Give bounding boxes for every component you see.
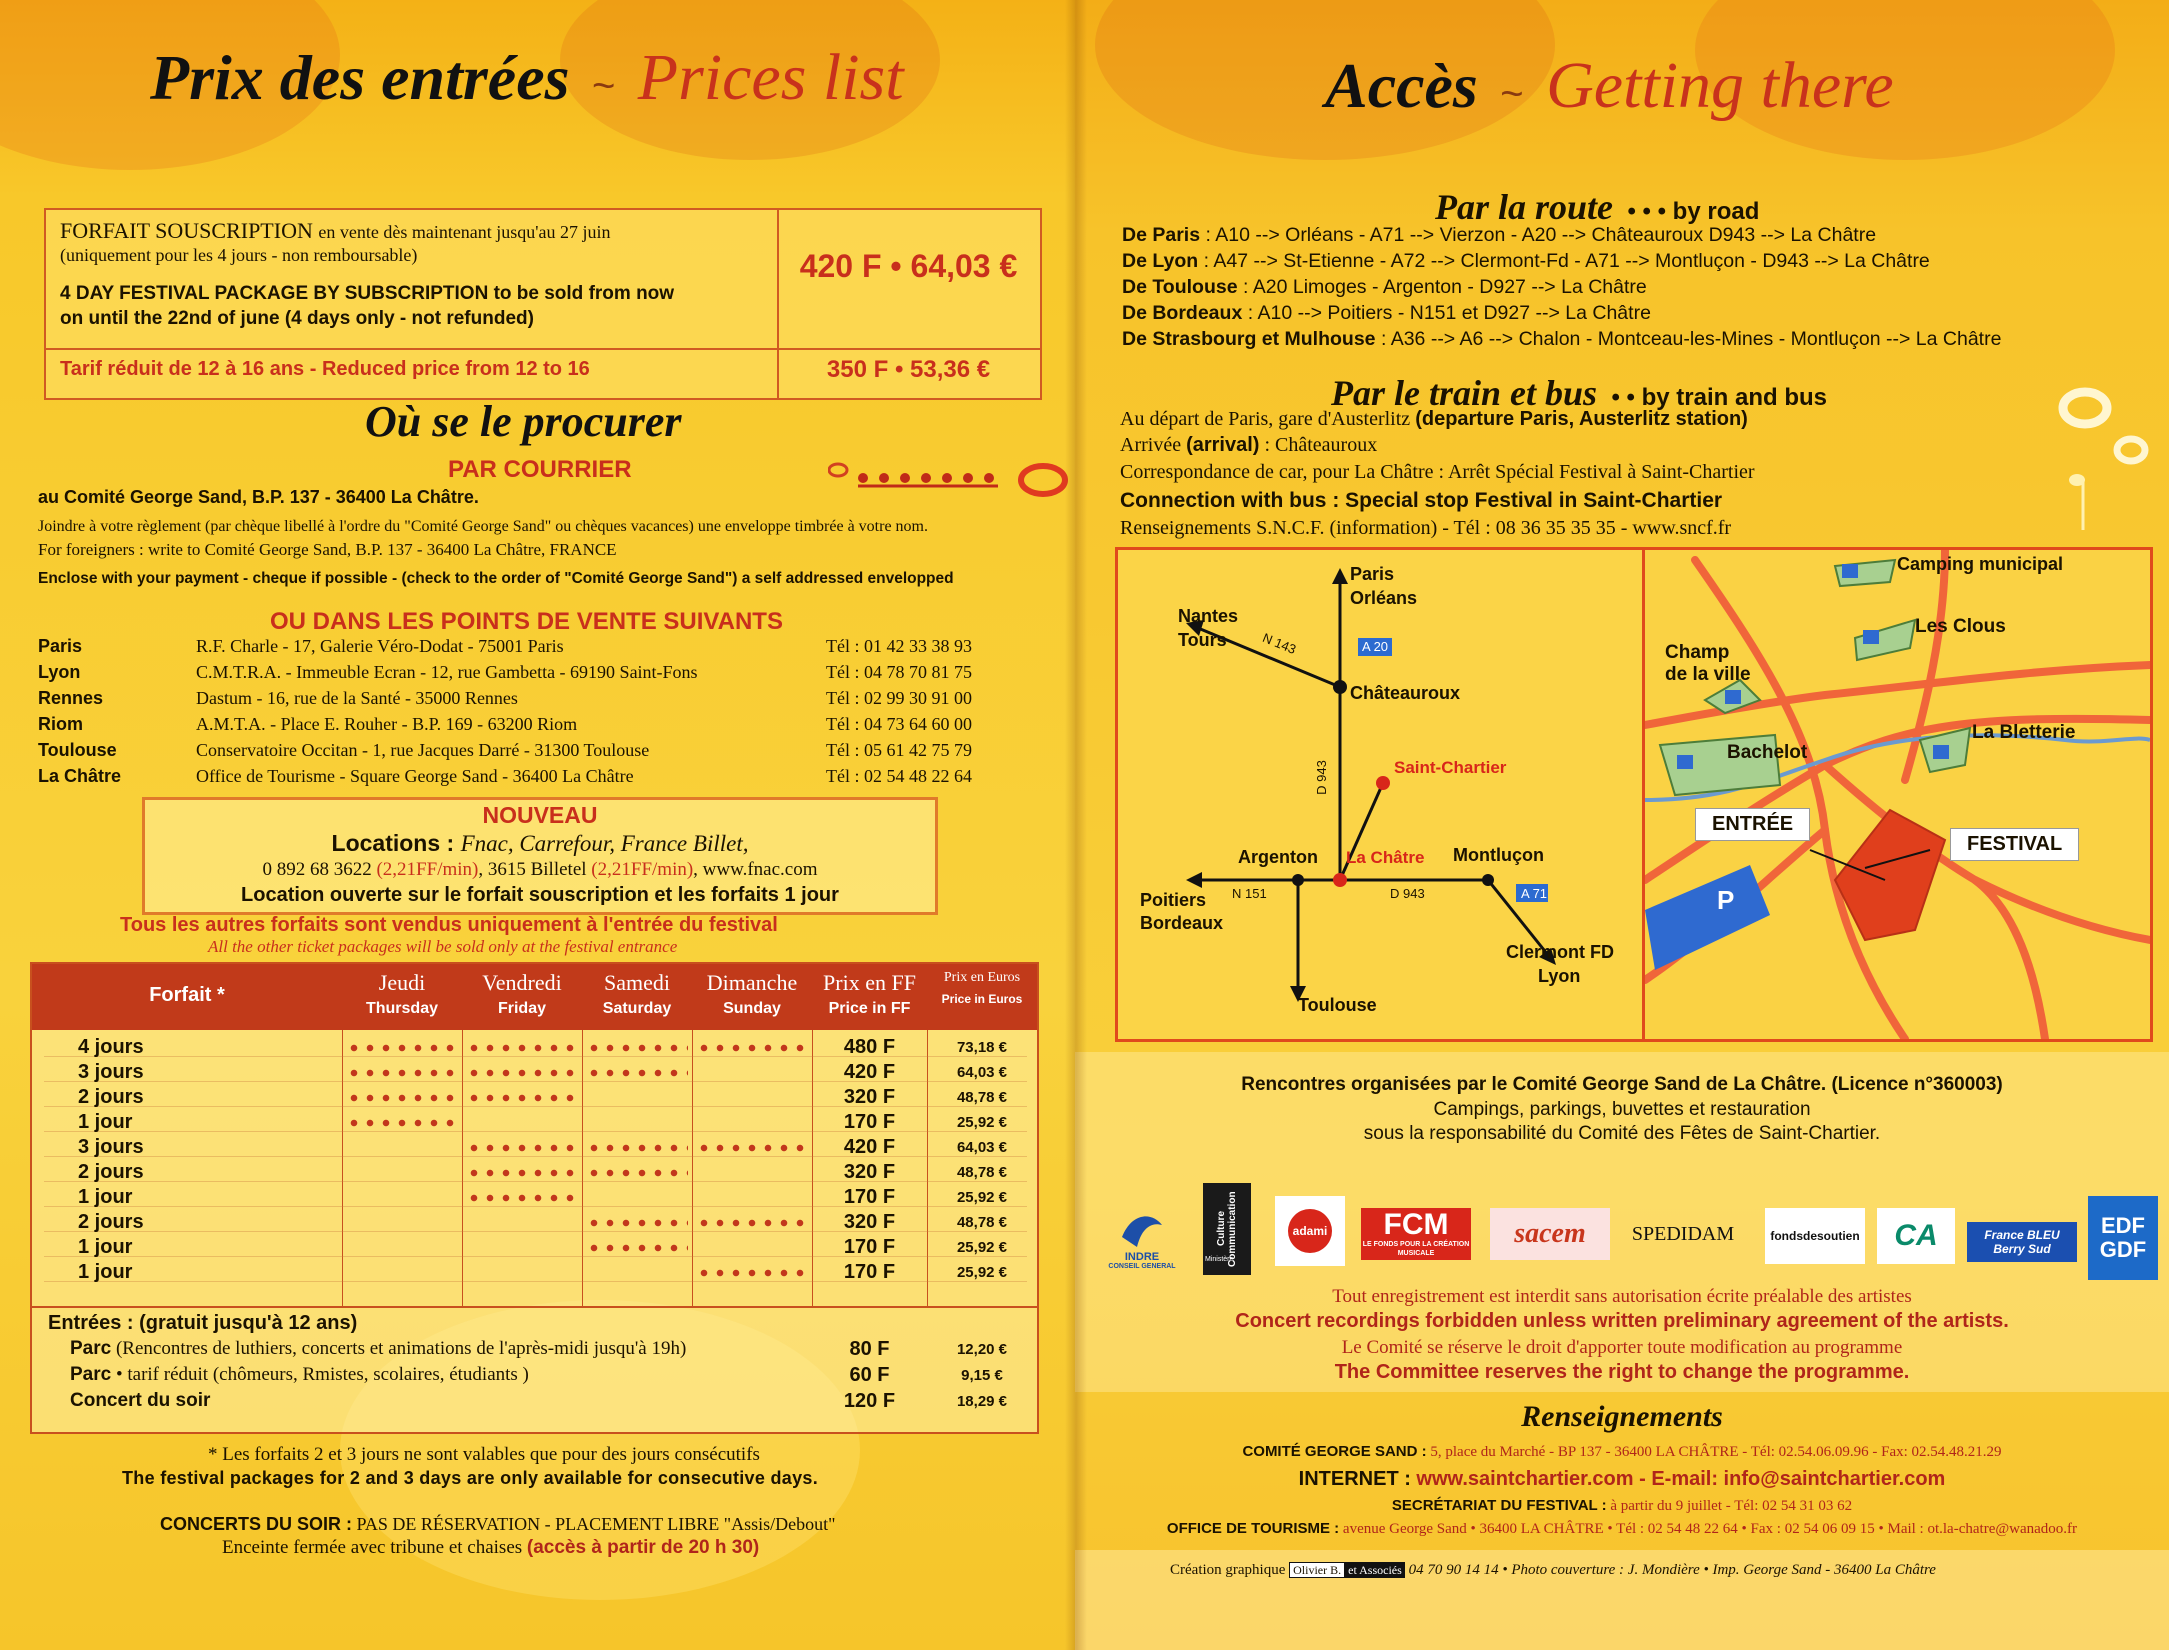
site-bachelot: Bachelot xyxy=(1727,742,1808,763)
footnote-fr: * Les forfaits 2 et 3 jours ne sont valables que pour des jours consécutifs xyxy=(208,1444,760,1465)
train-line3: Correspondance de car, pour La Châtre : Arrêt Spécial Festival à Saint-Chartier xyxy=(1120,461,1755,483)
map-d943-horizontal: D 943 xyxy=(1390,886,1425,901)
title-separator: ~ xyxy=(1500,72,1524,116)
map-la-chatre: La Châtre xyxy=(1346,848,1425,867)
day-dots xyxy=(346,1094,458,1102)
info-text: www.saintchartier.com - E-mail: info@saintchartier.com xyxy=(1410,1468,1946,1490)
point-address: Dastum - 16, rue de la Santé - 35000 Rennes xyxy=(196,688,518,708)
map-argenton: Argenton xyxy=(1238,847,1318,867)
header-0-fr: Forfait * xyxy=(149,984,225,1006)
page-fold xyxy=(1065,0,1087,1650)
info-label: COMITÉ GEORGE SAND : xyxy=(1242,1443,1427,1460)
road-from: De Toulouse xyxy=(1122,276,1238,298)
row-label: 2 jours xyxy=(78,1211,144,1233)
nouveau-web: , www.fnac.com xyxy=(693,859,818,880)
road-from: De Lyon xyxy=(1122,250,1199,272)
row-label: 3 jours xyxy=(78,1061,144,1083)
road-line xyxy=(1122,276,1647,299)
point-city: Toulouse xyxy=(38,740,117,760)
decor-music xyxy=(2045,380,2155,545)
road-from: De Strasbourg et Mulhouse xyxy=(1122,328,1376,350)
entry-detail: • tarif réduit (chômeurs, Rmistes, scolaires, étudiants ) xyxy=(111,1364,529,1385)
day-dots xyxy=(586,1069,688,1077)
row-price-eur: 48,78 € xyxy=(956,1214,1008,1231)
point-phone: Tél : 02 54 48 22 64 xyxy=(826,766,972,786)
day-dots xyxy=(586,1169,688,1177)
nouveau-note: Location ouverte sur le forfait souscription et les forfaits 1 jour xyxy=(241,884,839,906)
left-page xyxy=(0,0,1075,1650)
decor-notes xyxy=(828,458,1068,505)
road-en: • • • by road xyxy=(1627,198,1760,225)
header-6-fr: Prix en Euros xyxy=(943,970,1021,985)
point-phone: Tél : 05 61 42 75 79 xyxy=(826,740,972,760)
header-6-en: Price in Euros xyxy=(941,992,1023,1006)
price-table xyxy=(30,962,1039,1434)
sponsor-edf-logo xyxy=(2088,1196,2158,1280)
point-phone: Tél : 01 42 33 38 93 xyxy=(826,636,972,656)
concerts-access: (accès à partir de 20 h 30) xyxy=(526,1537,760,1558)
day-dots xyxy=(696,1144,808,1152)
header-3-fr: Samedi xyxy=(604,970,670,995)
entries-title: Entrées : (gratuit jusqu'à 12 ans) xyxy=(48,1312,358,1334)
day-dots xyxy=(586,1044,688,1052)
right-page xyxy=(1075,0,2169,1650)
map-montlucon: Montluçon xyxy=(1453,845,1544,865)
sponsor-spedidam: SPEDIDAM xyxy=(1631,1222,1735,1245)
sponsor-ca-logo xyxy=(1877,1208,1955,1264)
subscription-title-note: en vente dès maintenant jusqu'au 27 juin xyxy=(318,222,611,242)
map-chateauroux: Châteauroux xyxy=(1350,683,1461,703)
point-phone: Tél : 04 78 70 81 75 xyxy=(826,662,972,682)
others-en: All the other ticket packages will be sold only at the festival entrance xyxy=(208,937,678,956)
point-address: A.M.T.A. - Place E. Rouher - B.P. 169 - 63200 Riom xyxy=(196,714,578,734)
header-4-fr: Dimanche xyxy=(706,970,798,995)
road-route: : A10 --> Orléans - A71 --> Vierzon - A20 --> Châteauroux D943 --> La Châtre xyxy=(1200,224,1877,246)
day-dots xyxy=(466,1094,578,1102)
road-from: De Bordeaux xyxy=(1122,302,1243,324)
row-label: 4 jours xyxy=(78,1036,144,1058)
row-label: 1 jour xyxy=(78,1261,133,1283)
warn-line4: The Committee reserves the right to change the programme. xyxy=(1334,1361,1910,1383)
row-label: 2 jours xyxy=(78,1161,144,1183)
header-4-en: Sunday xyxy=(723,1000,781,1017)
site-champ-2: de la ville xyxy=(1665,664,1751,685)
column-divider xyxy=(692,1030,693,1306)
point-city: Rennes xyxy=(38,688,104,708)
road-route: : A47 --> St-Etienne - A72 --> Clermont-Fd - A71 --> Montluçon - D943 --> La Châtre xyxy=(1198,250,1930,272)
org-line3: sous la responsabilité du Comité des Fêtes de Saint-Chartier. xyxy=(1363,1123,1881,1144)
sponsor-sacem: sacem xyxy=(1514,1218,1586,1249)
info-line xyxy=(1075,1497,2169,1515)
footnote-en: The festival packages for 2 and 3 days are only available for consecutive days. xyxy=(122,1468,818,1488)
reduced-price: 350 F • 53,36 € xyxy=(826,356,991,383)
entry-price-ff: 80 F xyxy=(849,1338,890,1360)
map-a20: A 20 xyxy=(1362,639,1389,654)
row-price-eur: 73,18 € xyxy=(956,1039,1008,1056)
road-line xyxy=(1122,224,1876,247)
site-parking: P xyxy=(1717,885,1735,915)
title-en: Getting there xyxy=(1546,49,1894,122)
map-orleans: Orléans xyxy=(1350,588,1418,608)
page-title xyxy=(1325,48,1894,124)
row-price-ff: 320 F xyxy=(843,1161,896,1183)
nouveau-loc: Fnac, Carrefour, France Billet, xyxy=(460,831,749,856)
map-paris: Paris xyxy=(1350,564,1395,584)
header-2-en: Friday xyxy=(497,1000,546,1017)
info-text: à partir du 9 juillet - Tél: 02 54 31 03 62 xyxy=(1606,1498,1853,1514)
title-en: Prices list xyxy=(637,41,904,114)
day-dots xyxy=(466,1169,578,1177)
divider xyxy=(46,348,1040,350)
sponsor-spedidam-logo xyxy=(1623,1208,1743,1260)
point-phone: Tél : 02 99 30 91 00 xyxy=(826,688,972,708)
route-map xyxy=(1115,547,1661,1042)
subscription-en-1: 4 DAY FESTIVAL PACKAGE BY SUBSCRIPTION to be sold from now xyxy=(60,283,675,304)
row-price-eur: 25,92 € xyxy=(956,1264,1008,1281)
title-fr: Prix des entrées xyxy=(150,42,570,113)
site-camping: Camping municipal xyxy=(1897,554,2064,574)
map-bordeaux: Bordeaux xyxy=(1140,913,1224,933)
train-l2b: (arrival) xyxy=(1186,434,1260,456)
header-5-en: Price in FF xyxy=(828,1000,911,1017)
train-line2 xyxy=(1120,434,1377,457)
sponsor-fonds-logo xyxy=(1765,1208,1865,1264)
day-dots xyxy=(586,1144,688,1152)
point-address: C.M.T.R.A. - Immeuble Ecran - 12, rue Gambetta - 69190 Saint-Fons xyxy=(196,662,698,682)
train-en: • • by train and bus xyxy=(1611,384,1827,411)
org-line2: Campings, parkings, buvettes et restauration xyxy=(1433,1099,1811,1120)
road-from: De Paris xyxy=(1122,224,1201,246)
warn-line1: Tout enregistrement est interdit sans autorisation écrite préalable des artistes xyxy=(1332,1286,1912,1307)
road-line xyxy=(1122,250,1930,273)
map-nantes: Nantes xyxy=(1178,606,1239,626)
train-l1: Au départ de Paris, gare d'Austerlitz xyxy=(1120,408,1416,430)
point-city: Lyon xyxy=(38,662,81,682)
map-a71: A 71 xyxy=(1521,886,1548,901)
site-clous: Les Clous xyxy=(1915,616,2006,637)
sponsor-indre-logo xyxy=(1107,1200,1177,1276)
warn-line2: Concert recordings forbidden unless written preliminary agreement of the artists. xyxy=(1235,1310,2009,1332)
credits-box2: et Associés xyxy=(1345,1562,1405,1578)
road-line xyxy=(1122,328,2001,351)
row-label: 3 jours xyxy=(78,1136,144,1158)
row-price-ff: 320 F xyxy=(843,1086,896,1108)
row-label: 1 jour xyxy=(78,1236,133,1258)
sponsor-ministere-sub: Ministère xyxy=(1205,1256,1234,1263)
train-line1 xyxy=(1120,408,1748,431)
row-label: 1 jour xyxy=(78,1111,133,1133)
credits-left: Création graphique xyxy=(1170,1562,1290,1578)
road-route: : A10 --> Poitiers - N151 et D927 --> La Châtre xyxy=(1242,302,1651,324)
site-festival: FESTIVAL xyxy=(1950,828,2079,861)
train-l2c: : Châteauroux xyxy=(1259,434,1378,456)
day-dots xyxy=(586,1244,688,1252)
nouveau-locations xyxy=(145,830,935,857)
subscription-title: FORFAIT SOUSCRIPTION xyxy=(60,218,313,243)
courrier-title: PAR COURRIER xyxy=(448,456,632,483)
entry-label: Parc xyxy=(70,1338,112,1359)
road-title-line xyxy=(1435,186,1759,228)
nouveau-loc-label: Locations : xyxy=(331,830,461,856)
point-city: Riom xyxy=(38,714,83,734)
train-title: Par le train et bus xyxy=(1331,373,1598,413)
row-label: 2 jours xyxy=(78,1086,144,1108)
day-dots xyxy=(466,1069,578,1077)
where-title: Où se le procurer xyxy=(365,397,682,446)
day-dots xyxy=(696,1219,808,1227)
site-entree: ENTRÉE xyxy=(1695,808,1810,841)
page-title xyxy=(150,40,904,116)
entry-price-ff: 120 F xyxy=(843,1390,896,1412)
nouveau-phone2: , 3615 Billetel xyxy=(478,859,587,880)
points-title: OU DANS LES POINTS DE VENTE SUIVANTS xyxy=(270,608,783,635)
map-saint-chartier: Saint-Chartier xyxy=(1394,758,1507,777)
row-price-eur: 25,92 € xyxy=(956,1114,1008,1131)
entry-line xyxy=(70,1364,529,1386)
row-price-ff: 170 F xyxy=(843,1261,896,1283)
nouveau-phones xyxy=(145,859,935,881)
point-city: La Châtre xyxy=(38,766,122,786)
map-tours: Tours xyxy=(1178,630,1227,650)
day-dots xyxy=(466,1144,578,1152)
nouveau-phone1: 0 892 68 3622 xyxy=(262,859,372,880)
credits-line xyxy=(1170,1562,1936,1579)
subscription-note: (uniquement pour les 4 jours - non remboursable) xyxy=(60,245,418,265)
info-line xyxy=(1075,1468,2169,1491)
road-route: : A36 --> A6 --> Chalon - Montceau-les-Mines - Montluçon --> La Châtre xyxy=(1375,328,2002,350)
column-divider xyxy=(342,1030,343,1306)
row-price-ff: 170 F xyxy=(843,1186,896,1208)
day-dots xyxy=(346,1044,458,1052)
concerts-enceinte: Enceinte fermée avec tribune et chaises xyxy=(222,1537,527,1558)
credits-box1: Olivier B. xyxy=(1289,1562,1345,1578)
credits-right: 04 70 90 14 14 • Photo couverture : J. Mondière • Imp. George Sand - 36400 La Châtre xyxy=(1404,1562,1936,1578)
map-d943-vertical: D 943 xyxy=(1313,760,1329,795)
sponsor-adami: adami xyxy=(1288,1209,1332,1253)
header-2-fr: Vendredi xyxy=(482,970,562,995)
courrier-foreign: For foreigners : write to Comité George Sand, B.P. 137 - 36400 La Châtre, FRANCE xyxy=(38,540,617,559)
point-phone: Tél : 04 73 64 60 00 xyxy=(826,714,972,734)
row-price-eur: 25,92 € xyxy=(956,1189,1008,1206)
site-champ-1: Champ xyxy=(1665,642,1730,663)
road-route: : A20 Limoges - Argenton - D927 --> La Châtre xyxy=(1237,276,1647,298)
subscription-title-line xyxy=(60,218,611,244)
day-dots xyxy=(466,1194,578,1202)
courrier-en: Enclose with your payment - cheque if possible - (check to the order of "Comité George Sand") a self addressed envelopped xyxy=(38,570,954,587)
sponsor-adami-logo xyxy=(1275,1196,1345,1266)
train-line4: Connection with bus : Special stop Festival in Saint-Chartier xyxy=(1120,489,1723,512)
day-dots xyxy=(346,1119,458,1127)
header-1-fr: Jeudi xyxy=(378,970,426,995)
concerts-label: CONCERTS DU SOIR : xyxy=(160,1514,353,1534)
header-5-fr: Prix en FF xyxy=(823,970,916,995)
map-poitiers: Poitiers xyxy=(1140,890,1207,910)
day-dots xyxy=(466,1044,578,1052)
concerts-line xyxy=(160,1514,835,1535)
row-price-eur: 25,92 € xyxy=(956,1239,1008,1256)
column-divider xyxy=(582,1030,583,1306)
row-price-ff: 480 F xyxy=(843,1036,896,1058)
map-toulouse: Toulouse xyxy=(1298,995,1377,1015)
courrier-address: au Comité George Sand, B.P. 137 - 36400 La Châtre. xyxy=(38,487,479,507)
info-title: Renseignements xyxy=(1521,1400,1723,1433)
point-address: Conservatoire Occitan - 1, rue Jacques Darré - 31300 Toulouse xyxy=(196,740,650,760)
subscription-box xyxy=(44,208,1042,400)
nouveau-rate1: (2,21FF/min) xyxy=(376,859,479,880)
sponsor-sacem-logo xyxy=(1490,1208,1610,1260)
header-3-en: Saturday xyxy=(602,1000,672,1017)
info-label: INTERNET : xyxy=(1298,1468,1411,1490)
info-text: 5, place du Marché - BP 137 - 36400 LA CHÂTRE - Tél: 02.54.06.09.96 - Fax: 02.54.48.21.29 xyxy=(1426,1444,2002,1460)
sponsor-fcm: FCM xyxy=(1383,1208,1449,1241)
header-1-en: Thursday xyxy=(365,1000,438,1017)
road-title: Par la route xyxy=(1435,187,1614,227)
info-label: OFFICE DE TOURISME : xyxy=(1166,1520,1340,1537)
sponsor-edf: EDF GDF xyxy=(2099,1213,2147,1262)
map-lyon: Lyon xyxy=(1538,966,1581,986)
entry-label: Parc xyxy=(70,1364,112,1385)
row-price-ff: 420 F xyxy=(843,1136,896,1158)
day-dots xyxy=(586,1219,688,1227)
map-n151: N 151 xyxy=(1232,886,1267,901)
others-fr: Tous les autres forfaits sont vendus uniquement à l'entrée du festival xyxy=(120,914,778,936)
site-bletterie: La Bletterie xyxy=(1972,722,2076,743)
train-l2: Arrivée xyxy=(1120,434,1187,456)
sponsor-francebleu: France BLEU Berry Sud xyxy=(1984,1228,2060,1256)
row-label: 1 jour xyxy=(78,1186,133,1208)
row-price-eur: 48,78 € xyxy=(956,1164,1008,1181)
title-separator: ~ xyxy=(591,64,616,108)
map-n143: N 143 xyxy=(1260,630,1299,657)
entry-line xyxy=(70,1390,210,1412)
info-line xyxy=(1075,1520,2169,1538)
info-text: avenue George Sand • 36400 LA CHÂTRE • Tél : 02 54 48 22 64 • Fax : 02 54 06 09 15 • Mail : ot.la-chatre@wanadoo.fr xyxy=(1339,1521,2078,1537)
sponsor-fcm-logo xyxy=(1361,1208,1471,1260)
map-clermont: Clermont FD xyxy=(1506,942,1614,962)
subscription-en-2: on until the 22nd of june (4 days only - not refunded) xyxy=(60,308,534,329)
entry-price-eur: 18,29 € xyxy=(956,1393,1008,1410)
sponsor-indre: INDRE xyxy=(1124,1250,1160,1263)
subscription-price: 420 F • 64,03 € xyxy=(799,248,1018,284)
reduced-label: Tarif réduit de 12 à 16 ans - Reduced price from 12 to 16 xyxy=(60,358,590,380)
divider xyxy=(32,1306,1037,1308)
nouveau-rate2: (2,21FF/min) xyxy=(591,859,694,880)
train-line5: Renseignements S.N.C.F. (information) - Tél : 08 36 35 35 35 - www.sncf.fr xyxy=(1120,517,1732,539)
site-map xyxy=(1642,547,2153,1042)
warn-line3: Le Comité se réserve le droit d'apporter toute modification au programme xyxy=(1341,1337,1903,1358)
day-dots xyxy=(696,1269,808,1277)
row-price-ff: 170 F xyxy=(843,1111,896,1133)
sponsor-francebleu-logo xyxy=(1967,1222,2077,1262)
row-price-ff: 170 F xyxy=(843,1236,896,1258)
info-line xyxy=(1075,1443,2169,1461)
entry-label: Concert du soir xyxy=(70,1390,211,1411)
day-dots xyxy=(346,1069,458,1077)
concerts-text: PAS DE RÉSERVATION - PLACEMENT LIBRE "Assis/Debout" xyxy=(352,1514,836,1534)
entry-price-eur: 12,20 € xyxy=(956,1341,1008,1358)
nouveau-box xyxy=(142,797,938,915)
sponsor-fonds: fondsdesoutien xyxy=(1770,1229,1860,1243)
info-label: SECRÉTARIAT DU FESTIVAL : xyxy=(1391,1497,1607,1514)
sponsor-indre-sub: CONSEIL GENERAL xyxy=(1108,1262,1176,1270)
org-line1: Rencontres organisées par le Comité George Sand de La Châtre. (Licence n°360003) xyxy=(1241,1074,2003,1095)
road-line xyxy=(1122,302,1651,325)
train-l1b: (departure Paris, Austerlitz station) xyxy=(1415,408,1748,430)
entry-price-eur: 9,15 € xyxy=(961,1367,1003,1384)
courrier-fr: Joindre à votre règlement (par chèque libellé à l'ordre du "Comité George Sand" ou chèques vacances) une enveloppe timbrée à votre nom. xyxy=(38,518,928,535)
entry-detail: (Rencontres de luthiers, concerts et animations de l'après-midi jusqu'à 19h) xyxy=(111,1338,687,1359)
concerts-line2 xyxy=(222,1537,759,1559)
point-city: Paris xyxy=(38,636,83,656)
column-divider xyxy=(462,1030,463,1306)
sponsor-ca: CA xyxy=(1894,1219,1938,1252)
entry-price-ff: 60 F xyxy=(849,1364,890,1386)
row-price-eur: 64,03 € xyxy=(956,1139,1008,1156)
nouveau-title: NOUVEAU xyxy=(482,802,598,828)
entry-line xyxy=(70,1338,686,1360)
title-fr: Accès xyxy=(1325,50,1478,121)
row-price-eur: 48,78 € xyxy=(956,1089,1008,1106)
row-price-ff: 320 F xyxy=(843,1211,896,1233)
day-dots xyxy=(696,1044,808,1052)
point-address: Office de Tourisme - Square George Sand - 36400 La Châtre xyxy=(196,766,634,786)
sponsor-culture: Culture Communication xyxy=(1216,1191,1238,1267)
point-address: R.F. Charle - 17, Galerie Véro-Dodat - 75001 Paris xyxy=(196,636,564,656)
sponsor-fcm-sub: LE FONDS POUR LA CRÉATION MUSICALE xyxy=(1362,1241,1470,1257)
row-price-ff: 420 F xyxy=(843,1061,896,1083)
row-price-eur: 64,03 € xyxy=(956,1064,1008,1081)
